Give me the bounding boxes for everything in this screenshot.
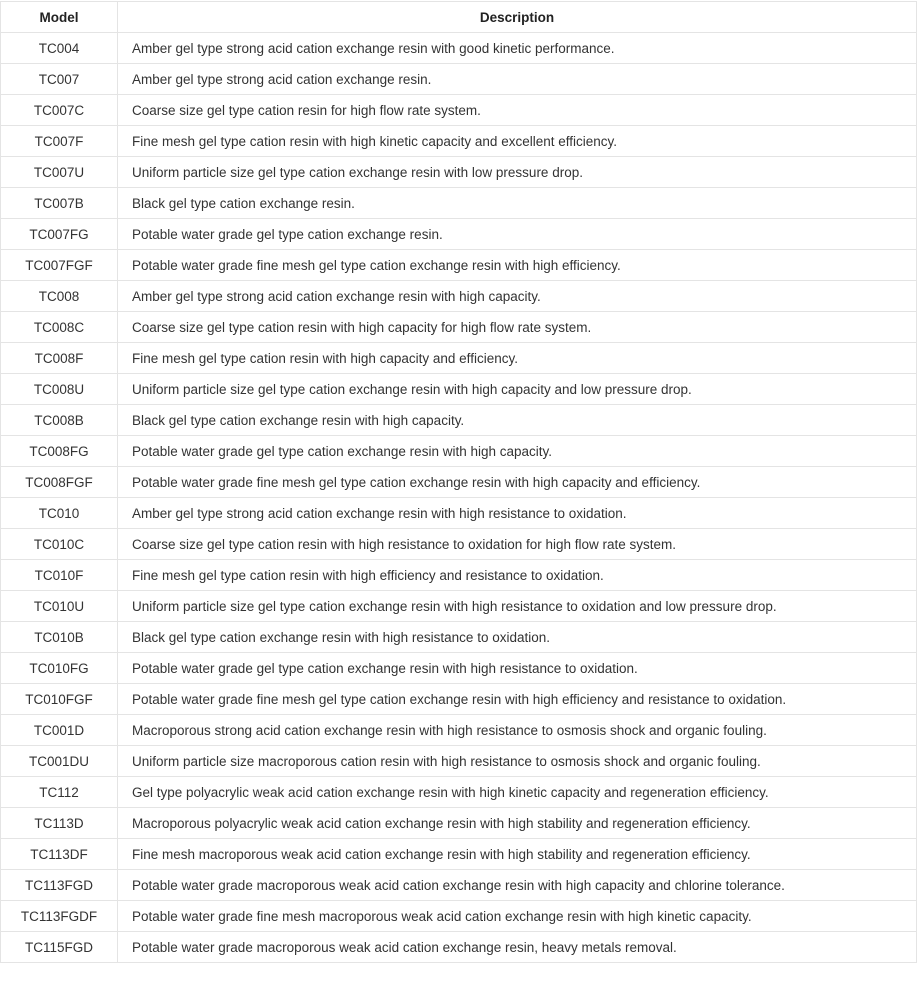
- model-cell: TC113D: [1, 808, 118, 839]
- description-cell: Uniform particle size macroporous cation resin with high resistance to osmosis shock and organic fouling.: [118, 746, 917, 777]
- table-row: [1, 374, 917, 405]
- table-header-row: [1, 2, 917, 33]
- model-cell: TC010B: [1, 622, 118, 653]
- model-cell: TC008FG: [1, 436, 118, 467]
- table-row: [1, 64, 917, 95]
- table-row: [1, 591, 917, 622]
- table-row: [1, 715, 917, 746]
- description-cell: Amber gel type strong acid cation exchange resin.: [118, 64, 917, 95]
- table-row: [1, 126, 917, 157]
- description-cell: Uniform particle size gel type cation exchange resin with high capacity and low pressure drop.: [118, 374, 917, 405]
- description-cell: Potable water grade macroporous weak acid cation exchange resin, heavy metals removal.: [118, 932, 917, 963]
- model-cell: TC008FGF: [1, 467, 118, 498]
- description-cell: Potable water grade fine mesh macroporous weak acid cation exchange resin with high kinetic capacity.: [118, 901, 917, 932]
- table-row: [1, 839, 917, 870]
- model-cell: TC008C: [1, 312, 118, 343]
- model-cell: TC001DU: [1, 746, 118, 777]
- table-row: [1, 746, 917, 777]
- model-cell: TC113DF: [1, 839, 118, 870]
- model-cell: TC007: [1, 64, 118, 95]
- model-cell: TC008F: [1, 343, 118, 374]
- table-row: [1, 436, 917, 467]
- description-cell: Coarse size gel type cation resin with high resistance to oxidation for high flow rate system.: [118, 529, 917, 560]
- table-row: [1, 901, 917, 932]
- model-cell: TC112: [1, 777, 118, 808]
- product-table: [0, 1, 917, 963]
- model-cell: TC008U: [1, 374, 118, 405]
- description-cell: Potable water grade macroporous weak acid cation exchange resin with high capacity and chlorine tolerance.: [118, 870, 917, 901]
- table-row: [1, 467, 917, 498]
- description-cell: Black gel type cation exchange resin.: [118, 188, 917, 219]
- model-cell: TC113FGDF: [1, 901, 118, 932]
- table-row: [1, 405, 917, 436]
- table-row: [1, 188, 917, 219]
- description-cell: Gel type polyacrylic weak acid cation exchange resin with high kinetic capacity and regeneration efficiency.: [118, 777, 917, 808]
- description-cell: Macroporous strong acid cation exchange resin with high resistance to osmosis shock and organic fouling.: [118, 715, 917, 746]
- model-cell: TC008B: [1, 405, 118, 436]
- model-cell: TC010C: [1, 529, 118, 560]
- model-cell: TC010F: [1, 560, 118, 591]
- table-row: [1, 219, 917, 250]
- model-cell: TC004: [1, 33, 118, 64]
- table-row: [1, 870, 917, 901]
- model-cell: TC007FGF: [1, 250, 118, 281]
- model-cell: TC010FGF: [1, 684, 118, 715]
- model-cell: TC007B: [1, 188, 118, 219]
- model-cell: TC010FG: [1, 653, 118, 684]
- description-cell: Amber gel type strong acid cation exchange resin with high capacity.: [118, 281, 917, 312]
- model-cell: TC115FGD: [1, 932, 118, 963]
- model-cell: TC010: [1, 498, 118, 529]
- header-description: Description: [118, 2, 917, 33]
- table-row: [1, 498, 917, 529]
- description-cell: Coarse size gel type cation resin for high flow rate system.: [118, 95, 917, 126]
- description-cell: Fine mesh gel type cation resin with high efficiency and resistance to oxidation.: [118, 560, 917, 591]
- description-cell: Amber gel type strong acid cation exchange resin with high resistance to oxidation.: [118, 498, 917, 529]
- table-row: [1, 560, 917, 591]
- model-cell: TC113FGD: [1, 870, 118, 901]
- table-row: [1, 95, 917, 126]
- model-cell: TC007F: [1, 126, 118, 157]
- header-model: Model: [1, 2, 118, 33]
- table-row: [1, 157, 917, 188]
- description-cell: Macroporous polyacrylic weak acid cation exchange resin with high stability and regeneration efficiency.: [118, 808, 917, 839]
- table-row: [1, 281, 917, 312]
- description-cell: Black gel type cation exchange resin with high capacity.: [118, 405, 917, 436]
- description-cell: Fine mesh gel type cation resin with high capacity and efficiency.: [118, 343, 917, 374]
- table-row: [1, 777, 917, 808]
- model-cell: TC010U: [1, 591, 118, 622]
- table-row: [1, 684, 917, 715]
- table-body: [1, 33, 917, 963]
- model-cell: TC008: [1, 281, 118, 312]
- description-cell: Coarse size gel type cation resin with high capacity for high flow rate system.: [118, 312, 917, 343]
- table-row: [1, 529, 917, 560]
- table-row: [1, 932, 917, 963]
- description-cell: Amber gel type strong acid cation exchange resin with good kinetic performance.: [118, 33, 917, 64]
- description-cell: Potable water grade fine mesh gel type cation exchange resin with high efficiency and resistance to oxidation.: [118, 684, 917, 715]
- table-row: [1, 808, 917, 839]
- description-cell: Black gel type cation exchange resin with high resistance to oxidation.: [118, 622, 917, 653]
- table-row: [1, 653, 917, 684]
- table-row: [1, 343, 917, 374]
- description-cell: Fine mesh gel type cation resin with high kinetic capacity and excellent efficiency.: [118, 126, 917, 157]
- description-cell: Potable water grade gel type cation exchange resin.: [118, 219, 917, 250]
- description-cell: Potable water grade fine mesh gel type cation exchange resin with high efficiency.: [118, 250, 917, 281]
- table-row: [1, 33, 917, 64]
- description-cell: Uniform particle size gel type cation exchange resin with high resistance to oxidation and low pressure drop.: [118, 591, 917, 622]
- table-row: [1, 250, 917, 281]
- table-row: [1, 312, 917, 343]
- description-cell: Fine mesh macroporous weak acid cation exchange resin with high stability and regeneration efficiency.: [118, 839, 917, 870]
- model-cell: TC007U: [1, 157, 118, 188]
- model-cell: TC007C: [1, 95, 118, 126]
- description-cell: Potable water grade fine mesh gel type cation exchange resin with high capacity and efficiency.: [118, 467, 917, 498]
- table-row: [1, 622, 917, 653]
- description-cell: Uniform particle size gel type cation exchange resin with low pressure drop.: [118, 157, 917, 188]
- model-cell: TC007FG: [1, 219, 118, 250]
- model-cell: TC001D: [1, 715, 118, 746]
- description-cell: Potable water grade gel type cation exchange resin with high capacity.: [118, 436, 917, 467]
- description-cell: Potable water grade gel type cation exchange resin with high resistance to oxidation.: [118, 653, 917, 684]
